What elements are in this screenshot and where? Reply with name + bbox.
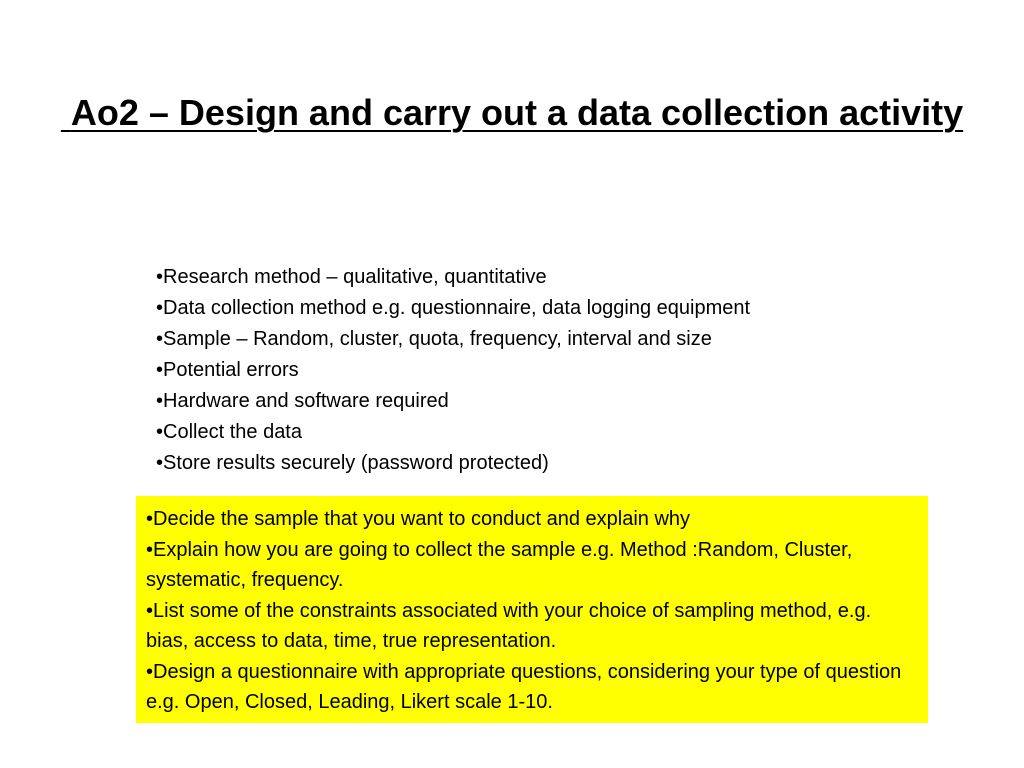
- task-text: List some of the constraints associated with your choice of sampling method, e.g. bias, access to data, time, true representation.: [146, 599, 872, 652]
- list-item: [156, 293, 936, 324]
- requirement-text: Hardware and software required: [163, 390, 449, 412]
- bullet-icon: •: [146, 508, 154, 530]
- list-item: [146, 657, 918, 718]
- list-item: [156, 262, 936, 293]
- list-item: [146, 504, 918, 535]
- requirement-text: Research method – qualitative, quantitative: [163, 266, 547, 288]
- requirement-text: Data collection method e.g. questionnaire, data logging equipment: [163, 297, 751, 319]
- task-text: Decide the sample that you want to conduct and explain why: [153, 508, 691, 530]
- bullet-icon: •: [156, 452, 164, 474]
- requirement-text: Store results securely (password protected): [163, 452, 549, 474]
- bullet-icon: •: [156, 297, 164, 319]
- requirement-text: Potential errors: [163, 359, 299, 381]
- bullet-icon: •: [156, 328, 164, 350]
- bullet-icon: •: [156, 421, 164, 443]
- requirements-list: [156, 262, 936, 479]
- list-item: [146, 535, 918, 596]
- task-list: [146, 504, 918, 718]
- requirement-text: Sample – Random, cluster, quota, frequency, interval and size: [163, 328, 712, 350]
- bullet-icon: •: [146, 660, 154, 683]
- task-text: Explain how you are going to collect the sample e.g. Method :Random, Cluster, systematic, frequency.: [146, 538, 853, 591]
- list-item: [156, 386, 936, 417]
- bullet-icon: •: [146, 599, 154, 622]
- task-highlight-box: [136, 496, 928, 723]
- slide-title: Ao2 – Design and carry out a data collection activity: [60, 92, 964, 133]
- bullet-icon: •: [156, 266, 164, 288]
- list-item: [156, 417, 936, 448]
- bullet-icon: •: [146, 538, 154, 561]
- bullet-icon: •: [156, 390, 164, 412]
- list-item: [146, 596, 918, 657]
- list-item: [156, 324, 936, 355]
- bullet-icon: •: [156, 359, 164, 381]
- list-item: [156, 355, 936, 386]
- task-text: Design a questionnaire with appropriate questions, considering your type of question e.g. Open, Closed, Leading, Likert scale 1-10.: [146, 660, 902, 713]
- list-item: [156, 448, 936, 479]
- requirement-text: Collect the data: [163, 421, 302, 443]
